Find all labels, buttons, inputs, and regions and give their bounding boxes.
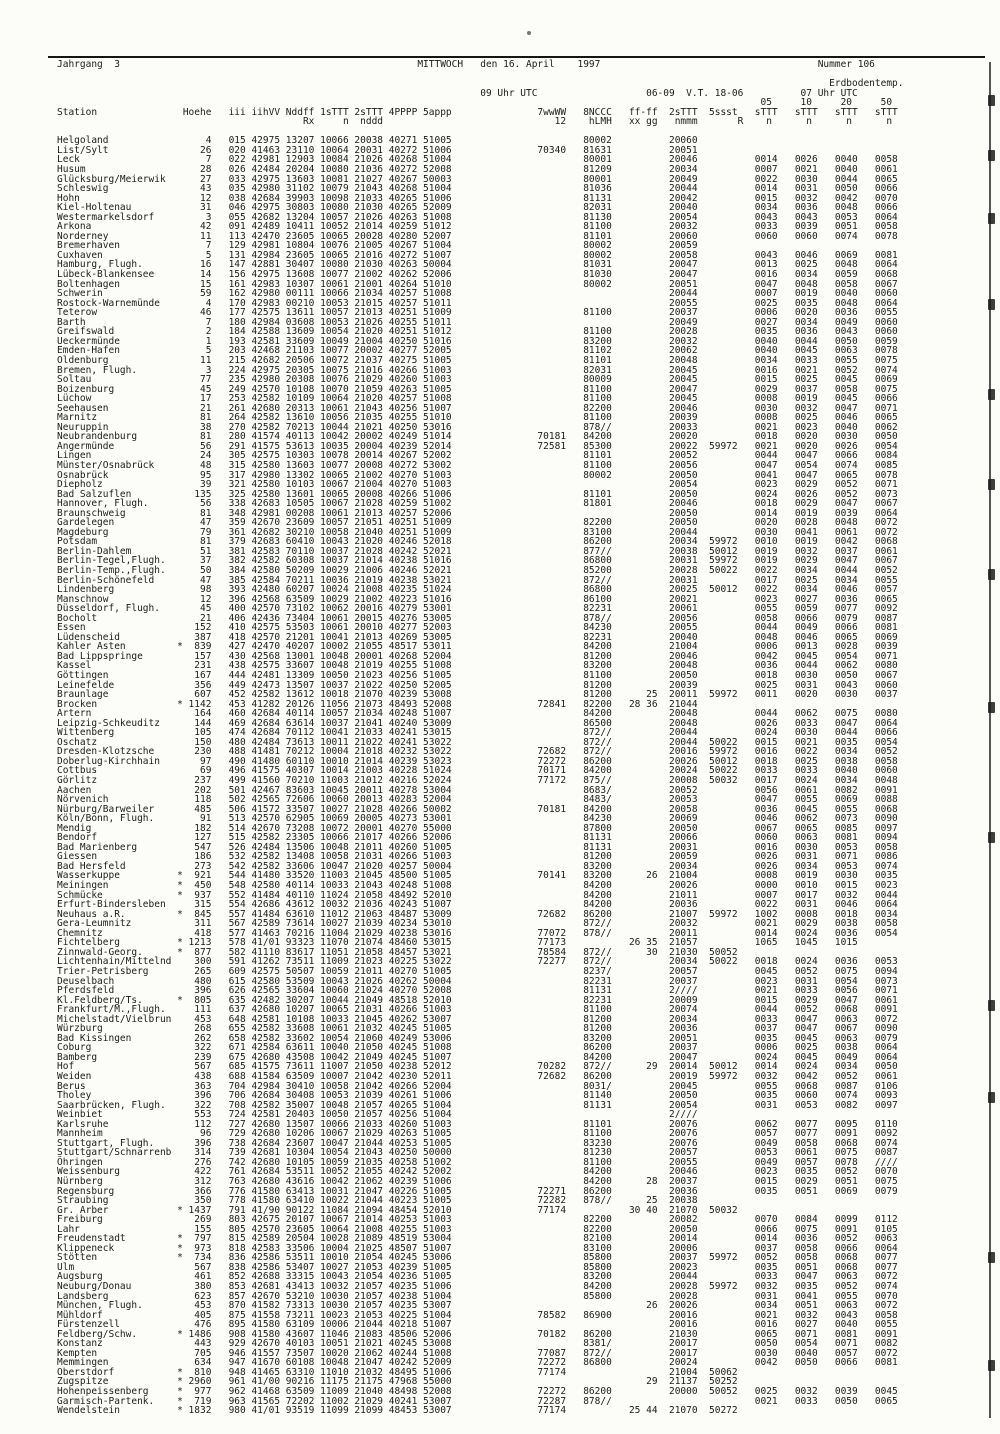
table-row: Diepholz 39 321 42580 10103 10067 21004 40270 51003 20054 0023 0029 0052 0071 <box>57 479 898 491</box>
table-row: Dresden-Klotzsche 230 488 41481 70212 10004 21018 40232 53022 72682 872// 20016 59972 0016 0022 0034 0052 <box>57 746 898 758</box>
table-header-line: 05 10 20 50 <box>57 97 893 109</box>
table-row: Bamberg 239 675 42680 43508 10042 21049 40245 51007 84200 20047 0024 0045 0049 0064 <box>57 1051 898 1063</box>
table-row: Braunschweig 81 348 42981 00208 10061 21013 40257 52006 20050 0014 0019 0039 0064 <box>57 507 898 519</box>
table-row: Rostock-Warnemünde 4 170 42983 00210 10053 21015 40257 51011 20055 0025 0035 0048 0064 <box>57 297 898 309</box>
table-row: Lüdenscheid 387 418 42570 21201 10041 21013 40269 53005 82231 20040 0048 0046 0065 0069 <box>57 631 898 643</box>
table-row: Öhringen 276 742 42680 10105 10059 21035 40258 51002 81100 20055 0049 0057 0078 //// <box>57 1156 898 1168</box>
table-row: Bad Kissingen 262 658 42582 33602 10054 21060 40249 53006 83200 20051 0035 0045 0063 0079 <box>57 1032 898 1044</box>
table-row: Garmisch-Partenk. * 719 963 41565 72202 11002 21029 40241 53007 72287 878// 0021 0033 0050 0065 <box>57 1395 898 1407</box>
table-row: Doberlug-Kirchhain 97 490 41480 60110 10010 21014 40239 53023 72272 86200 20026 50012 0018 0025 0038 0058 <box>57 755 898 767</box>
table-row: Seehausen 21 261 42680 20313 10061 21043 40256 51007 82200 20046 0030 0032 0047 0071 <box>57 402 898 414</box>
table-row: Cuxhaven 5 131 42984 23605 10065 21016 40272 51007 80002 20058 0043 0046 0069 0081 <box>57 249 898 261</box>
scan-edge-artifact <box>988 299 995 310</box>
table-row: Westermarkelsdorf 3 055 42682 13204 10057 21026 40263 51008 81130 20054 0043 0043 0053 0064 <box>57 211 898 223</box>
table-row: Weinbiet 553 724 42581 20403 10050 21057 40256 51004 2//// <box>57 1109 898 1121</box>
table-row: Meiningen * 450 548 42580 40114 10033 21043 40248 51008 84200 20026 0000 0010 0015 0023 <box>57 880 898 892</box>
table-row: Brocken * 1142 453 41282 20126 11056 21073 48493 52008 72841 82200 28 36 21044 <box>57 698 898 710</box>
table-row: Freudenstadt * 797 815 42589 20504 10028 21089 48519 53004 82100 20014 0014 0036 0052 0063 <box>57 1233 898 1245</box>
table-row: Barth 7 180 42984 03608 10053 21026 40255 51011 20049 0027 0034 0049 0060 <box>57 316 898 328</box>
table-row: Teterow 46 177 42575 13611 10057 21013 40251 51009 81100 20037 0006 0020 0036 0055 <box>57 307 898 319</box>
table-row: Hof 567 685 41575 73611 11007 21050 40238 52012 70282 872// 29 20014 50012 0014 0024 0034 0050 <box>57 1061 898 1073</box>
table-row: Emden-Hafen 5 203 42468 21103 10077 20002 40277 52005 81102 20062 0040 0045 0063 0078 <box>57 345 898 357</box>
table-row: Stuttgart, Flugh. 396 738 42684 23607 10047 21044 40253 51005 83230 20076 0049 0058 0068 0074 <box>57 1137 898 1149</box>
table-row: Berlin-Tegel,Flugh. 37 382 42582 60308 10037 21014 40238 51016 86800 20031 59972 0019 0029 0047 0067 <box>57 555 898 567</box>
table-row: Berlin-Schönefeld 47 385 42584 70211 10036 21019 40238 53021 872// 20031 0017 0025 0034 0055 <box>57 574 898 586</box>
scan-edge-artifact <box>988 702 995 713</box>
table-row: Münster/Osnabrück 48 315 42580 13603 10077 20008 40272 53002 81100 20056 0047 0054 0074 0085 <box>57 459 898 471</box>
table-lines <box>57 60 903 1416</box>
table-header-line: Erdbodentemp. <box>57 78 904 90</box>
table-row: Berus 363 704 42984 30410 10058 21042 40266 52004 8031/ 20045 0055 0068 0087 0106 <box>57 1080 898 1092</box>
table-row: Kassel 231 438 42575 33607 10048 21019 40255 51008 83200 20048 0036 0044 0062 0080 <box>57 660 898 672</box>
top-rule <box>48 56 985 58</box>
table-row: Bad Lippspringe 157 430 42568 13001 10048 20001 40268 52004 81200 20046 0042 0045 0054 0071 <box>57 650 898 662</box>
table-row: Arkona 42 091 42489 10411 10052 21014 40259 51012 81100 20032 0033 0039 0051 0058 <box>57 221 898 233</box>
table-row: Wendelstein * 1832 980 41/01 93519 11099 21099 48453 53007 77174 25 44 21070 50272 <box>57 1405 898 1417</box>
table-row: Osnabrück 95 317 42980 13302 10065 21002 40270 51003 80002 20050 0041 0047 0065 0078 <box>57 469 898 481</box>
table-row: Trier-Petrisberg 265 609 42575 50507 10059 21011 40270 51005 8237/ 20057 0045 0052 0075 0094 <box>57 965 898 977</box>
table-row: Boizenburg 45 249 42570 10108 10070 21059 40263 51005 81100 20047 0029 0037 0058 0075 <box>57 383 898 395</box>
table-row: Mendig 182 514 42670 73208 10072 20001 40270 55000 87800 20050 0067 0065 0085 0097 <box>57 822 898 834</box>
table-row: Zugspitze * 2960 961 41/00 90216 11175 21175 47968 55000 29 21137 50252 <box>57 1376 898 1388</box>
table-header-line: Rx n nddd 12 hLMH xx gg nmmm R n n n n <box>57 116 893 128</box>
table-row: Erfurt-Bindersleben 315 554 42686 43612 10032 21036 40243 51007 84200 20036 0022 0031 0046 0064 <box>57 899 898 911</box>
table-row: Neubrandenburg 81 280 41574 40113 10042 20002 40249 51014 70181 84200 20020 0018 0020 0030 0050 <box>57 431 898 443</box>
table-row: Artern 164 460 42684 40114 10057 21034 40248 51007 84200 20048 0044 0062 0075 0080 <box>57 708 898 720</box>
table-row: Freiburg 269 803 42675 20107 10067 21014 40253 51003 82200 20082 0070 0084 0099 0112 <box>57 1214 898 1226</box>
table-row: Giessen 186 532 42582 13408 10058 21031 40266 51003 81200 20059 0026 0031 0071 0086 <box>57 851 898 863</box>
masthead-line: Jahrgang 3 MITTWOCH den 16. April 1997 Nummer 106 <box>57 59 875 70</box>
table-row: Landsberg 623 857 42670 53210 10030 21057 40238 51004 85800 20028 0031 0041 0055 0070 <box>57 1290 898 1302</box>
table-row: Bendorf 127 515 42582 23305 10066 21017 40266 52006 81131 20066 0060 0063 0081 0094 <box>57 832 898 844</box>
table-row: Weiden 438 688 41584 63509 10007 21042 40230 52011 72682 86200 20019 59972 0032 0042 0052 0061 <box>57 1070 898 1082</box>
table-header-line: 09 Uhr UTC 06-09 V.T. 18-06 07 Uhr UTC <box>57 87 858 99</box>
table-header-line: Station Hoehe iii iihVV Nddff 1sTTT 2sTTT 4PPPP 5appp 7wwWW 8NCCC ff-ff 2sTTT 5ssst sTTT sTTT sTTT sTTT <box>57 106 898 118</box>
table-row: Angermünde 56 291 41575 53613 10035 20004 40239 52014 72581 85300 20022 59972 0021 0020 0026 0054 <box>57 440 898 452</box>
scan-edge-artifact <box>988 95 995 106</box>
scan-edge-artifact <box>989 62 991 1418</box>
table-row: Bad Salzuflen 135 325 42580 13601 10065 20008 40266 51006 81101 20050 0024 0026 0052 0073 <box>57 488 898 500</box>
table-row: Hohenpeissenberg * 977 962 41468 63509 11009 21040 48498 52008 72272 86200 20000 50052 0025 0032 0039 0045 <box>57 1386 898 1398</box>
table-row: Klippeneck * 973 818 42583 33506 10004 21025 48507 51007 83100 20006 0037 0058 0066 0064 <box>57 1242 898 1254</box>
table-row: Würzburg 268 655 42582 33608 10061 21032 40245 51005 81200 20036 0037 0047 0067 0090 <box>57 1023 898 1035</box>
table-row: Düsseldorf, Flugh. 45 400 42570 73102 10062 20016 40279 53001 82231 20061 0055 0059 0077 0092 <box>57 603 898 615</box>
table-row: Saarbrücken, Flugh. 322 708 42582 35007 10048 21057 40265 51004 81131 20054 0031 0053 0082 0097 <box>57 1099 898 1111</box>
scan-edge-artifact <box>988 1092 995 1103</box>
table-row: Fichtelberg * 1213 578 41/01 93323 11070 21074 48460 53015 77173 26 35 21057 1065 1045 1015 <box>57 937 898 949</box>
scan-edge-artifact <box>988 389 995 400</box>
table-row: Aachen 202 501 42467 83603 10045 20011 40278 53004 8683/ 20052 0056 0061 0082 0091 <box>57 784 898 796</box>
table-row: Stötten * 734 836 42586 53511 10010 21054 40245 53006 85800 20037 59972 0052 0058 0068 0077 <box>57 1252 898 1264</box>
table-row: Schmücke * 937 552 41484 40110 11024 21058 48492 52010 84200 21011 0007 0017 0032 0044 <box>57 889 898 901</box>
table-row: Greifswald 2 184 42588 13609 10054 21020 40251 51012 81100 20028 0035 0036 0043 0060 <box>57 326 898 338</box>
scan-edge-artifact <box>988 150 995 161</box>
table-row: Berlin-Dahlem 51 381 42583 70110 10037 21028 40242 52021 877// 20038 50012 0019 0032 0037 0061 <box>57 545 898 557</box>
table-row: Lingen 24 305 42575 10303 10078 20014 40267 52002 81101 20052 0044 0047 0066 0084 <box>57 450 898 462</box>
table-row: Göttingen 167 444 42481 13309 10050 21023 40256 51005 81100 20050 0018 0030 0050 0067 <box>57 670 898 681</box>
table-row: Karlsruhe 112 727 42680 13507 10066 21033 40260 51003 81101 20076 0062 0077 0095 0110 <box>57 1118 898 1130</box>
table-row: Wittenberg 105 474 42684 70112 10041 21033 40241 53015 872// 20044 0024 0030 0044 0066 <box>57 727 898 739</box>
table-row: Neuhaus a.R. * 845 557 41484 63610 11012 21063 48487 53009 72682 86200 21007 59972 1002 0008 0018 0034 <box>57 908 898 920</box>
table-row: Ueckermünde 1 193 42581 33609 10049 21004 40250 51016 83200 20032 0040 0044 0050 0059 <box>57 335 898 347</box>
scan-edge-artifact <box>988 1252 995 1263</box>
table-row: Lindenberg 98 393 42480 60207 10024 21008 40235 51024 86800 20025 50012 0022 0034 0046 0057 <box>57 584 898 596</box>
table-row: Lahr 155 805 42570 23605 10064 21008 40255 51003 82200 20050 0066 0075 0091 0105 <box>57 1223 898 1235</box>
table-row: Soltau 77 235 42980 20308 10076 21029 40260 51003 80009 20045 0015 0025 0045 0069 <box>57 374 898 386</box>
table-row: Nürnberg 312 763 42680 43616 10042 21062 40239 51006 84200 28 20037 0015 0029 0051 0075 <box>57 1175 898 1187</box>
table-row: Lüchow 17 253 42582 10109 10064 21020 40257 51008 81100 20045 0008 0019 0045 0066 <box>57 393 898 405</box>
table-row: Lichtenhain/Mittelnd 300 591 41262 73511 11009 21023 40225 53022 72277 872// 20034 50022 0018 0024 0036 0053 <box>57 956 898 968</box>
table-row: Marnitz 81 264 42582 13610 10056 21035 40255 51010 81100 20039 0008 0025 0046 0065 <box>57 412 898 424</box>
table-row: Fürstenzell 476 895 41580 63109 10006 21044 40218 51007 20016 0016 0027 0040 0055 <box>57 1319 898 1331</box>
table-row: Norderney 11 113 42470 23605 10065 20028 40280 52007 81101 20060 0060 0060 0074 0078 <box>57 230 898 242</box>
table-row: Schleswig 43 035 42980 31102 10079 21043 40268 51004 81036 20044 0014 0031 0050 0066 <box>57 183 898 195</box>
table-row: Leipzig-Schkeuditz 144 469 42684 63614 10037 21041 40240 53009 86500 20048 0026 0033 0047 0064 <box>57 717 898 729</box>
table-row: Mühldorf 405 875 41558 73211 10023 21053 40225 51004 78582 86900 20016 0021 0032 0043 0058 <box>57 1309 898 1321</box>
table-row: Nürburg/Barweiler 485 506 41572 33507 10027 21028 40266 50002 70181 84200 20058 0036 0045 0055 0068 <box>57 803 898 815</box>
table-row: Glücksburg/Meierwik 27 033 42975 13603 10081 21027 40267 50003 80001 20049 0022 0030 0044 0065 <box>57 173 898 185</box>
table-row: Gr. Arber * 1437 791 41/90 90122 11084 21094 48454 52010 77174 30 40 21070 50032 <box>57 1204 898 1216</box>
table-row: Memmingen 634 947 41670 60108 10048 21047 40242 52009 72272 86800 20024 0042 0050 0066 0081 <box>57 1357 898 1369</box>
table-row: Oschatz 150 480 42484 73613 10011 21022 40241 53022 872// 20044 50022 0015 0021 0035 0054 <box>57 736 898 748</box>
table-row: Ulm 567 838 42586 53407 10027 21053 40239 51005 85800 20023 0035 0051 0068 0077 <box>57 1261 898 1273</box>
table-row: Oldenburg 11 215 42682 20506 10072 21037 40275 51005 81101 20048 0034 0033 0055 0075 <box>57 354 898 366</box>
scan-dot-artifact <box>527 31 531 35</box>
table-row: Hohn 12 038 42684 39903 10098 21033 40265 51006 81131 20042 0015 0032 0042 0070 <box>57 192 898 204</box>
table-row: Essen 152 410 42575 53503 10061 20010 40277 52003 84230 20055 0044 0049 0066 0081 <box>57 622 898 634</box>
table-row: Augsburg 461 852 42688 33315 10043 21054 40236 51005 83200 20044 0033 0047 0063 0072 <box>57 1271 898 1283</box>
table-row: München, Flugh. 453 870 41582 73313 10030 21057 40235 53007 26 20026 0034 0051 0063 0072 <box>57 1300 898 1312</box>
table-row: Nörvenich 118 502 42565 72606 10060 20013 40283 52004 8483/ 20053 0047 0055 0069 0088 <box>57 794 898 806</box>
table-row: Braunlage 607 452 42582 13612 10018 21070 40239 53008 81200 25 20011 59972 0011 0020 0030 0037 <box>57 689 898 701</box>
table-row: Potsdam 81 379 42683 60410 10043 21020 40246 52018 86200 20034 59972 0010 0019 0042 0068 <box>57 536 898 548</box>
table-row: Magdeburg 79 361 42682 30210 10058 21040 40251 51009 83100 20044 0030 0041 0061 0072 <box>57 526 898 538</box>
table-row: Wasserkuppe * 921 544 41480 33520 11003 21045 48500 51005 70141 83200 26 21004 0008 0019 0030 0035 <box>57 870 898 882</box>
table-row: Hamburg, Flugh. 16 147 42881 30407 10080 21030 40263 50004 81031 20047 0013 0025 0048 0064 <box>57 259 898 271</box>
table-row: Feldberg/Schw. * 1486 908 41580 43607 11046 21083 48506 52006 70182 86200 21030 0065 0071 0081 0091 <box>57 1328 898 1340</box>
table-row: Neuburg/Donau 380 853 42681 43413 10032 21057 40235 51006 84200 20028 59972 0032 0035 0052 0074 <box>57 1281 898 1292</box>
scan-edge-artifact <box>988 832 995 843</box>
table-row: Zinnwald-Georg. * 877 582 41110 83617 11051 21058 48457 53021 78584 872// 30 21030 50052 <box>57 946 898 958</box>
table-row: Coburg 322 671 42584 63611 10040 21050 40245 51008 86200 20037 0006 0025 0038 0064 <box>57 1042 898 1054</box>
table-row: Oberstdorf * 810 948 41465 63310 11010 21032 48495 51006 77174 21004 50062 <box>57 1366 898 1378</box>
table-row: Bremerhaven 7 129 42981 10804 10076 21005 40267 51004 80002 20059 <box>57 240 898 252</box>
table-row: Husum 28 026 42484 20204 10080 21036 40272 52008 81209 20034 0007 0021 0040 0061 <box>57 164 898 176</box>
table-row: Mannheim 96 729 42680 10206 10067 21029 40263 51005 81100 20076 0057 0077 0091 0092 <box>57 1128 898 1140</box>
table-row: Görlitz 237 499 41560 70210 11003 21012 40216 52024 77172 875// 20008 50032 0017 0024 0034 0048 <box>57 775 898 787</box>
table-row: Frankfurt/M.,Flugh. 111 637 42680 10207 10065 21031 40266 51003 81100 20074 0044 0052 0068 0091 <box>57 1004 898 1016</box>
table-row: Manschnow 12 396 42568 63509 10029 21002 40223 51016 86100 20021 0023 0027 0036 0065 <box>57 593 898 605</box>
table-row: Berlin-Temp.,Flugh. 50 384 42580 50209 10029 21006 40246 52021 85200 20028 50022 0022 0034 0044 0052 <box>57 564 898 576</box>
table-row: Weissenburg 422 761 42684 53511 10052 21055 40242 52002 84200 20046 0023 0035 0052 0070 <box>57 1166 898 1178</box>
table-row: Hannover, Flugh. 56 338 42683 10505 10067 21028 40259 51002 81801 20046 0018 0029 0047 0067 <box>57 498 898 510</box>
table-row: Pferdsfeld 396 626 42565 33604 10060 21024 40270 52008 81131 2//// 0021 0033 0056 0071 <box>57 985 898 997</box>
table-row: Deuselbach 480 615 42580 53509 10043 21026 40262 50004 82231 20037 0023 0031 0054 0073 <box>57 975 898 987</box>
table-row: Cottbus 69 496 41575 40307 10014 21003 40228 51024 70171 84200 20024 50022 0033 0033 0040 0060 <box>57 765 898 777</box>
table-row: Kl.Feldberg/Ts. * 805 635 42482 30207 10044 21049 48518 52010 82231 20009 0015 0029 0047 0061 <box>57 994 898 1006</box>
table-row: Leck 7 022 42981 12903 10084 21026 40268 51004 80001 20046 0014 0026 0040 0058 <box>57 154 898 166</box>
table-row: Kempten 705 946 41557 73507 10020 21062 40244 51008 77087 872// 20017 0030 0040 0057 0072 <box>57 1347 898 1359</box>
scan-edge-artifact <box>988 1000 995 1011</box>
table-row: Michelstadt/Vielbrun 453 648 42581 10108 10033 21045 40262 53007 81200 20034 0033 0047 0063 0072 <box>57 1013 898 1025</box>
table-row: Kahler Asten * 839 427 42470 40207 10002 21055 48517 53011 84200 21004 0006 0013 0028 0039 <box>57 641 898 653</box>
scan-edge-artifact <box>988 213 995 224</box>
table-row: Bad Hersfeld 273 542 42582 33606 10047 21020 40257 50004 83200 20034 0026 0034 0053 0074 <box>57 860 898 872</box>
table-row: Bad Marienberg 547 526 42484 13506 10048 21011 40260 51005 81131 20031 0016 0030 0053 0058 <box>57 841 898 853</box>
table-row: Bremen, Flugh. 3 224 42975 20305 10075 21016 40266 51003 82031 20045 0016 0021 0052 0074 <box>57 364 898 376</box>
table-row: Stuttgart/Schnarrenb 314 739 42681 10304 10054 21043 40250 50000 81230 20057 0053 0061 0075 0087 <box>57 1147 898 1159</box>
table-row: Straubing 350 778 41580 63410 10022 21044 40223 51005 72282 878// 25 20038 <box>57 1195 898 1207</box>
table-row: Boltenhagen 15 161 42983 10307 10061 21001 40264 51010 80002 20051 0047 0048 0058 0067 <box>57 278 898 290</box>
table-row: Chemnitz 418 577 41463 70216 11004 21029 40238 53016 77072 878// 20011 0014 0024 0036 0054 <box>57 927 898 939</box>
table-row: Schwerin 59 162 42980 00111 10066 21034 40257 51008 20044 0007 0019 0040 0060 <box>57 288 898 300</box>
table-row: Gardelegen 47 359 42670 23609 10057 21051 40251 51009 82200 20050 0020 0028 0048 0072 <box>57 517 898 529</box>
table-row: Regensburg 366 776 41580 63413 10031 21047 40226 51005 72271 86200 20036 0035 0051 0069 0079 <box>57 1185 898 1197</box>
table-row: Lübeck-Blankensee 14 156 42975 13608 10077 21002 40262 52006 81030 20047 0016 0034 0059 0068 <box>57 269 898 281</box>
table-row: Helgoland 4 015 42975 13207 10066 20038 40271 51005 80002 20060 <box>57 135 898 147</box>
table-row: Tholey 396 706 42684 30408 10053 21039 40261 51006 81140 20050 0035 0060 0074 0093 <box>57 1090 898 1102</box>
table-row: Bocholt 21 406 42436 73404 10061 20015 40276 53005 878// 20056 0058 0066 0079 0087 <box>57 612 898 624</box>
scan-edge-artifact <box>988 479 995 490</box>
scan-edge-artifact <box>988 1360 995 1371</box>
table-row: Köln/Bonn, Flugh. 91 513 42570 62905 10069 20005 40273 53001 84230 20069 0046 0062 0073 0090 <box>57 813 898 825</box>
table-row: Leinefelde 356 449 42473 13507 10037 21022 40250 52005 81200 20039 0025 0031 0043 0060 <box>57 679 898 691</box>
table-row: Neuruppin 38 270 42582 70213 10044 21021 40250 53016 878// 20033 0021 0023 0040 0062 <box>57 421 898 433</box>
scan-edge-artifact <box>988 569 995 580</box>
table-row: List/Sylt 26 020 41463 23110 10064 20031 40272 51006 70340 81631 20051 <box>57 144 898 156</box>
table-row: Gera-Leumnitz 311 567 42589 73614 10027 21039 40234 53010 872// 20032 0021 0029 0038 0058 <box>57 918 898 930</box>
table-row: Konstanz 443 929 42670 40103 10051 21021 40245 53008 8381/ 20017 0050 0054 0071 0082 <box>57 1338 898 1350</box>
table-row: Kiel-Holtenau 31 046 42975 30803 10080 21030 40265 52009 82031 20040 0034 0036 0048 0066 <box>57 202 898 214</box>
